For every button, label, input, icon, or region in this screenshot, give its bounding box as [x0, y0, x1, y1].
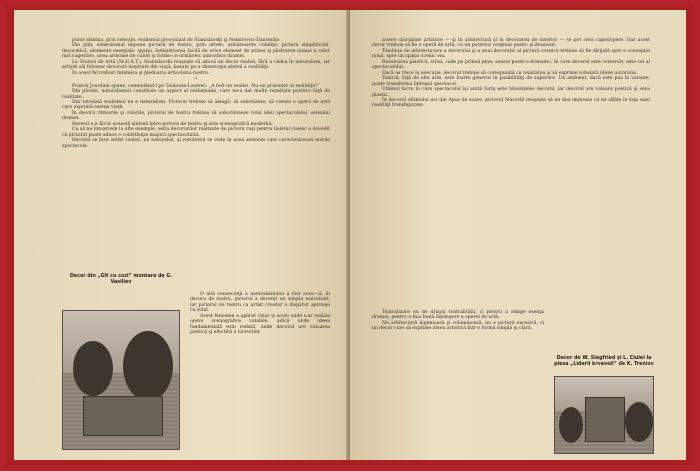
paragraph: Teatrul, faţă de alte arte, este foarte generos în posibilităţi de superare. Un ambient, dacă este pus în valoare, poate transforma întregul spectacol. — [372, 76, 650, 87]
paragraph: Din plin, simbolismul impune picturii de teatru, prin artele, următoarele condiţii: pictura simplificată, decorativă, elemente esenţiale, spaţiu, îndepărtarea facilă de orice element de prisos şi păstrarea numai a celor mai sugestive, acea armonie de culori şi forme ce urmăresc atmosfera dramei. — [62, 43, 330, 60]
paragraph: Rezolvarea plastică, stilul, cade pe primul plan; sensul poetico-dramatic, în care decorul este construit, este cel al spectacolului. — [372, 59, 650, 71]
paragraph: Ultimul lucru în care spectacolul îşi arată forţa este bineînţeles decorul, iar decorul are valoare poetică şi sens plastic. — [372, 87, 650, 98]
left-text-lower — [190, 292, 330, 336]
right-page — [350, 10, 686, 460]
right-text-column — [372, 38, 650, 109]
paragraph: Franck Jourdain spune, comentând-l pe Toulouse-Lautrec: „A fost un realist. Nu un prizonier al realităţii!” — [72, 83, 320, 89]
stage-design-photo-right — [554, 376, 654, 454]
right-text-lower — [372, 310, 544, 332]
paragraph: În acest fel treburi întemeia şi pledoaria articolului nostru. — [72, 70, 210, 76]
stage-design-photo-left — [62, 310, 180, 450]
paragraph: Teatralizare nu de dragul teatralităţii, ci pentru a atinge esenţa dramei, pentru o mai bună înţelegere a operei de artă. — [372, 310, 544, 321]
paragraph: Dar totodată realismul nu e naturalism. Pictorul trebuie să aleagă, să sintetizeze, să creeze o operă de artă care exprimă esenţa vieţii. — [62, 99, 330, 111]
figure-caption: Decor de W. Siegfried şi L. Ciulei la piesa „Liderii krvavoii” de K. Treniov — [554, 356, 654, 367]
paragraph: Acest fenomen a apărut chiar şi acolo unde s-ar realiza opere scenografice valabile, adică unde ideea fundamentală este redată, unde decorul are valoarea poetică şi efectivă a lucrurilor. — [190, 313, 330, 336]
left-text-column — [62, 38, 330, 149]
paragraph: În decoru ritmurile şi culorile, pictorul de teatru trebuie să subordoneze totul ideii spectacolului, sensului dramei. — [62, 110, 330, 122]
paragraph: În decorul ultimului act din Apus de soare, pictorul Marcelli reuşeşte să ne dea impresia că ne aflăm în faţa unei realităţi transfigurate. — [372, 97, 650, 109]
paragraph: putut elimina, prin selecţie, realismul preconizat de Stanislavski şi Nemirovici-Dancenko. — [72, 38, 281, 43]
paragraph: Din păcate, naturalismul constituie un aspect al realismului, care ne-a dat multe rezultate pozitive faţă de realitate. — [62, 89, 330, 100]
paragraph: O altă consecinţă a naturalismului a fost acea că, în decoru de teatru, pictorul a devenit un simplu executant, iar pictorul de teatru ca artist creator a dispărut aproape cu totul. — [190, 292, 330, 314]
paragraph: Nu arhitectură ingenioasă şi voluminoasă, nu o pictură excesivă, ci un decor care să exprime ideea artistică într-o formă simplă şi clară. — [372, 320, 544, 332]
paragraph: Rareori s-a făcut această sinteză între pictura de teatru şi arta scenografică modernă. — [72, 121, 273, 127]
paragraph: Dacă se trece la execuţie, decorul trebuie să corespundă cu realitatea şi să exprime totodată ideile autorului. — [382, 70, 638, 76]
paragraph: La Teatrul de Artă (M.H.A.T.), Stanislavski reuşeşte să aducă un decor realist, fără a cădea în naturalism, iar artiştii săi folosesc decoruri inspirate din viaţă, bazate pe o observaţie atentă a realităţii. — [62, 59, 330, 71]
paragraph: Tendinţa de arhitecturare a decorului şi a unui decorativ al picturii scenice trebuie să fie dirijată spre o concepţie nouă, spre un spaţiu scenic viu. — [372, 48, 650, 60]
paragraph: Ca să ne întoarcem la alte exemple, seria decorurilor realizate de pictorii ruşi pentru baletul rusesc a dovedit că pictorul poate aduce o contribuţie majoră spectacolului. — [62, 127, 330, 138]
figure-caption: Decor din „Gît cu cozi” montare de G. Vasiliev — [69, 274, 173, 285]
section-divider: • — [194, 77, 198, 83]
paragraph: aceste discipline artistice — şi în arhitectură şi în decorarea de interior — se pot crea capodopere. Dar acest decor trebuie să fie o operă de artă, cu un puternic conţinut poetic şi dramatic. — [372, 38, 650, 49]
paragraph: Decorul se face astfel realist, nu naturalist, şi rezultatul se vede în acea armonie care caracterizează marile spectacole. — [62, 138, 330, 149]
left-page — [14, 10, 350, 460]
book-cover — [6, 6, 694, 465]
